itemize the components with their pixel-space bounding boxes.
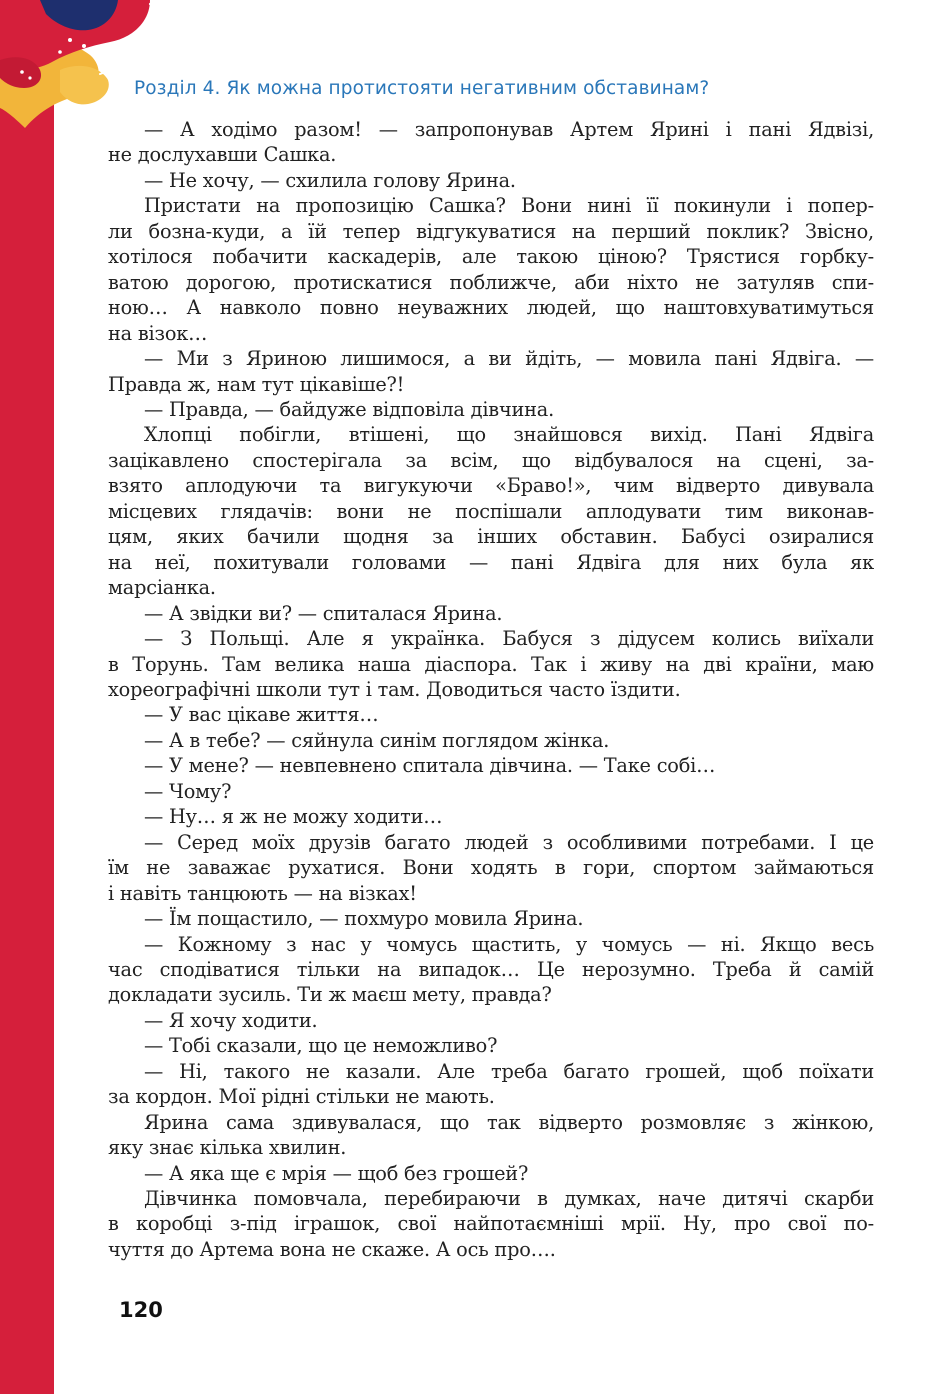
text-line: не дослухавши Сашка. xyxy=(108,143,337,167)
text-line: ли бозна-куди, а їй тепер відгукуватися на перший поклик? Звісно, xyxy=(108,219,874,243)
story-text xyxy=(108,117,874,1262)
chapter-title: Розділ 4. Як можна протистояти негативним обставинам? xyxy=(134,78,710,99)
text-line: час сподіватися тільки на випадок… Це нерозумно. Треба й самій xyxy=(108,957,874,981)
text-line: на неї, похитували головами — пані Ядвіга для них була як xyxy=(108,550,874,574)
text-line: — А в тебе? — сяйнула синім поглядом жінка. xyxy=(144,728,610,752)
text-line: Пристати на пропозицію Сашка? Вони нині її покинули і попер- xyxy=(144,194,874,218)
text-line: — Ми з Яриною лишимося, а ви йдіть, — мовила пані Ядвіга. — xyxy=(144,347,874,371)
text-line: місцевих глядачів: вони не поспішали аплодувати тим виконав- xyxy=(108,499,874,523)
page-number: 120 xyxy=(119,1298,163,1322)
left-red-band xyxy=(0,0,54,1394)
text-line: — З Польщі. Але я українка. Бабуся з дідусем колись виїхали xyxy=(144,627,874,651)
text-line: чуття до Артема вона не скаже. А ось про…. xyxy=(108,1237,556,1261)
text-line: — Ну… я ж не можу ходити… xyxy=(144,805,443,829)
text-line: — Їм пощастило, — похмуро мовила Ярина. xyxy=(144,907,584,931)
text-line: Ярина сама здивувалася, що так відверто розмовляє з жінкою, xyxy=(144,1110,874,1134)
text-line: — Серед моїх друзів багато людей з особливими потребами. І це xyxy=(144,830,874,854)
text-line: Хлопці побігли, втішені, що знайшовся вихід. Пані Ядвіга xyxy=(144,423,874,447)
text-line: цям, яких бачили щодня за інших обставин. Бабусі озиралися xyxy=(108,525,874,549)
text-line: — У мене? — невпевнено спитала дівчина. — Таке собі… xyxy=(144,754,716,778)
text-line: — А ходімо разом! — запропонував Артем Ярині і пані Ядвізі, xyxy=(144,118,874,141)
text-line: — Не хочу, — схилила голову Ярина. xyxy=(144,168,516,192)
text-line: хотілося побачити каскадерів, але такою ціною? Трястися горбку- xyxy=(108,245,874,269)
text-line: в коробці з-під іграшок, свої найпотаємніші мрії. Ну, про свої по- xyxy=(108,1212,874,1236)
text-line: на візок… xyxy=(108,321,208,345)
text-line: — Кожному з нас у чомусь щастить, у чомусь — ні. Якщо весь xyxy=(144,932,874,956)
text-line: зацікавлено спостерігала за всім, що відбувалося на сцені, за- xyxy=(108,448,874,472)
text-line: марсіанка. xyxy=(108,576,216,600)
text-line: — Ні, такого не казали. Але треба багато грошей, щоб поїхати xyxy=(144,1059,874,1083)
text-line: — Чому? xyxy=(144,779,232,803)
text-line: докладати зусиль. Ти ж маєш мету, правда? xyxy=(108,983,552,1007)
text-line: і навіть танцюють — на візках! xyxy=(108,881,417,905)
text-line: їм не заважає рухатися. Вони ходять в гори, спортом займаються xyxy=(108,856,874,880)
text-line: — У вас цікаве життя… xyxy=(144,703,379,727)
text-line: — Правда, — байдуже відповіла дівчина. xyxy=(144,397,555,421)
text-line: Правда ж, нам тут цікавіше?! xyxy=(108,372,405,396)
text-line: взято аплодуючи та вигукуючи «Браво!», чим відверто дивувала xyxy=(108,474,874,498)
text-line: — Я хочу ходити. xyxy=(144,1008,318,1032)
text-line: хореографічні школи тут і там. Доводиться часто їздити. xyxy=(108,677,681,701)
text-line: Дівчинка помовчала, перебираючи в думках, наче дитячі скарби xyxy=(144,1187,874,1211)
text-line: ватою дорогою, протискатися поближче, аби ніхто не затуляв спи- xyxy=(108,270,874,294)
text-line: — А яка ще є мрія — щоб без грошей? xyxy=(144,1161,529,1185)
text-line: — А звідки ви? — спиталася Ярина. xyxy=(144,601,503,625)
text-line: в Торунь. Там велика наша діаспора. Так і живу на дві країни, маю xyxy=(108,652,874,676)
text-line: — Тобі сказали, що це неможливо? xyxy=(144,1034,498,1058)
text-line: яку знає кілька хвилин. xyxy=(108,1136,347,1160)
text-line: ною… А навколо повно неуважних людей, що наштовхуватимуться xyxy=(108,296,874,320)
text-line: за кордон. Мої рідні стільки не мають. xyxy=(108,1085,495,1109)
